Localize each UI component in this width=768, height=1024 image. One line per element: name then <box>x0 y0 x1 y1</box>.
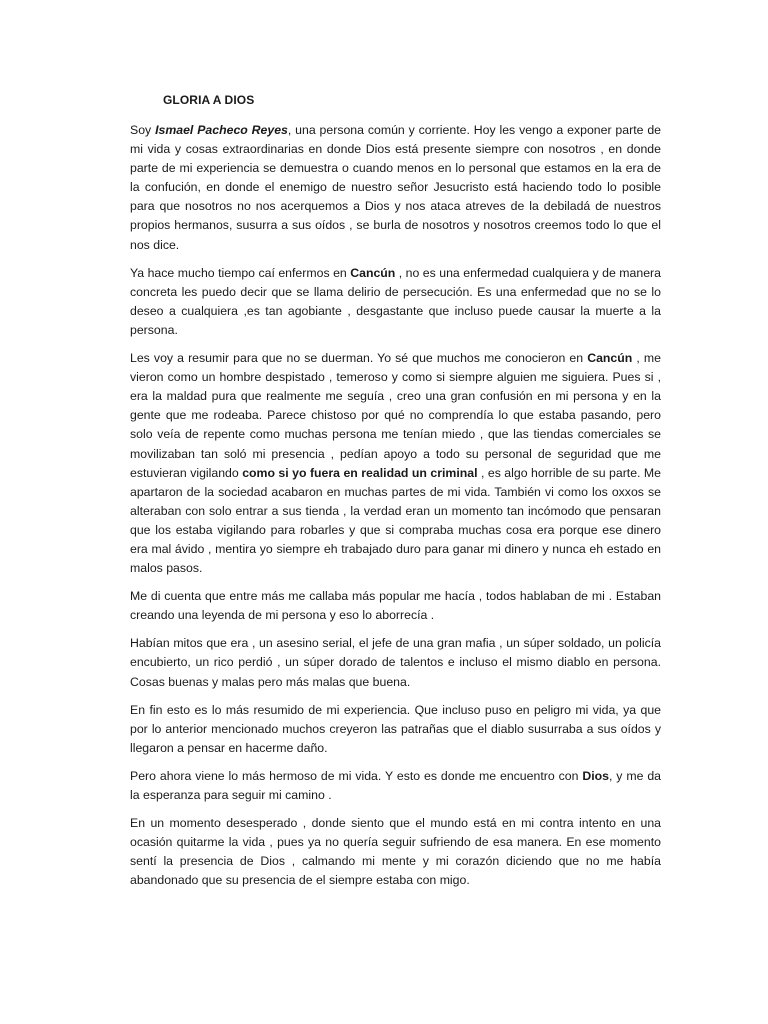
paragraph <box>130 349 661 578</box>
text-run: Ya hace mucho tiempo caí enfermos en <box>130 265 351 280</box>
text-run: Soy <box>130 123 156 137</box>
text-run: , es algo horrible de su parte. Me apartaron de la sociedad acabaron en muchas partes de mi vida. También vi como los oxxos se alteraban con solo entrar a sus tienda , la verdad eran un momento tan incómodo que pensaran que los estaba vigilando para robarles y que si compraba muchas cosa era porque ese dinero era mal ávido , mentira yo siempre eh trabajado duro para ganar mi dinero y nunca eh estado en malos pasos. <box>130 465 662 576</box>
text-run: En fin esto es lo más resumido de mi experiencia. Que incluso puso en peligro mi vida, ya que por lo anterior mencionado muchos creyeron las patrañas que el diablo susurraba a sus oídos y llegaron a pensar en hacerme daño. <box>130 702 661 755</box>
text-run: Les voy a resumir para que no se duerman. Yo sé que muchos me conocieron en <box>130 351 588 366</box>
text-run: Pero ahora viene lo más hermoso de mi vida. Y esto es donde me encuentro con <box>130 768 583 783</box>
text-run: , no es una enfermedad cualquiera y de manera concreta les puedo decir que se llama delirio de persecución. Es una enfermedad que no se lo deseo a cualquiera ,es tan agobiante , desgastante que incluso puede causar la muerte a la persona. <box>130 265 661 337</box>
paragraph <box>130 767 661 805</box>
paragraph <box>130 701 661 758</box>
text-run: En un momento desesperado , donde siento que el mundo está en mi contra intento en una ocasión quitarme la vida , pues ya no quería seguir sufriendo de esa manera. En ese momento sentí la presencia de Dios , calmando mi mente y mi corazón diciendo que no me había abandonado que su presencia de el siempre estaba con migo. <box>130 816 661 888</box>
text-run: , una persona común y corriente. Hoy les vengo a exponer parte de mi vida y cosas extraordinarias en donde Dios está presente siempre con nosotros , en donde parte de mi experiencia se demuestra o cuando menos en lo personal que estamos en la era de la confución, en donde el enemigo de nuestro señor Jesucristo está haciendo todo lo posible para que nosotros no nos acerquemos a Dios y nos ataca atreves de la debiladá de nuestros propios hermanos, susurra a sus oídos , se burla de nosotros y nosotros creemos todo lo que el nos dice. <box>130 123 662 252</box>
paragraph <box>130 634 661 691</box>
bold-italic-name: Ismael Pacheco Reyes <box>155 123 288 137</box>
text-run: Me di cuenta que entre más me callaba más popular me hacía , todos hablaban de mi . Estaban creando una leyenda de mi persona y eso lo aborrecía . <box>130 589 661 623</box>
document-body <box>130 121 661 899</box>
paragraph <box>130 587 661 625</box>
paragraph <box>130 264 661 340</box>
document-title: GLORIA A DIOS <box>163 93 255 107</box>
bold-text: Cancún <box>587 351 633 366</box>
text-run: , y me da la esperanza para seguir mi camino . <box>130 768 661 802</box>
bold-text: como si yo fuera en realidad un criminal <box>242 465 478 480</box>
bold-text: Cancún <box>350 265 396 280</box>
text-run: Habían mitos que era , un asesino serial, el jefe de una gran mafia , un súper soldado, un policía encubierto, un rico perdió , un súper dorado de talentos e incluso el mismo diablo en persona. Cosas buenas y malas pero más malas que buena. <box>130 636 661 689</box>
text-run: , me vieron como un hombre despistado , temeroso y como si siempre alguien me siguiera. Pues si , era la maldad pura que realmente me seguía , creo una gran confusión en mi persona y en la gente que me rodeaba. Parece chistoso por qué no comprendía lo que estaba pasando, pero solo veía de repente como muchas persona me tenían miedo , que las tiendas comerciales se movilizaban tan soló mi presencia , pedían apoyo a todo su personal de seguridad que me estuvieran vigilando <box>130 351 661 480</box>
paragraph <box>130 121 661 255</box>
bold-text: Dios <box>582 768 609 783</box>
paragraph <box>130 814 661 890</box>
